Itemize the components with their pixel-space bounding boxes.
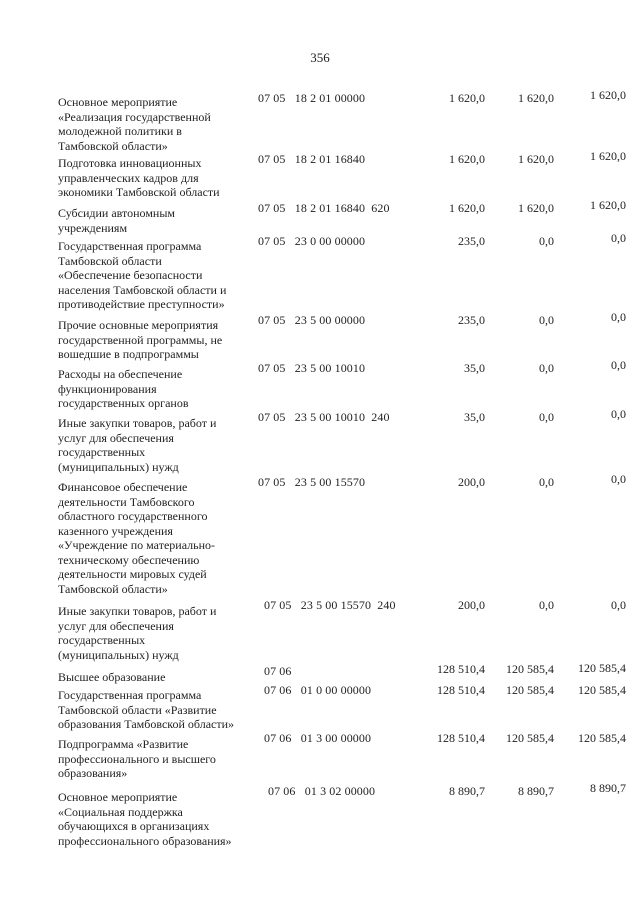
row-value-2: 0,0 xyxy=(539,361,554,375)
row-value-2: 0,0 xyxy=(539,313,554,327)
row-value-1: 1 620,0 xyxy=(449,152,485,166)
row-value-3: 0,0 xyxy=(611,310,626,324)
row-value-3: 1 620,0 xyxy=(590,88,626,102)
row-value-1: 235,0 xyxy=(458,234,485,248)
row-code: 07 05 23 5 00 15570 240 xyxy=(264,598,396,612)
row-value-3: 0,0 xyxy=(611,358,626,372)
row-name: Прочие основные мероприятия государственной программы, не вошедшие в подпрограммы xyxy=(58,318,223,361)
row-value-3: 0,0 xyxy=(611,598,626,612)
row-code: 07 05 23 5 00 10010 xyxy=(258,361,366,375)
row-value-1: 235,0 xyxy=(458,313,485,327)
row-name: Подготовка инновационных управленческих кадров для экономики Тамбовской области xyxy=(58,156,220,199)
row-code: 07 06 01 0 00 00000 xyxy=(264,683,372,697)
row-value-3: 120 585,4 xyxy=(578,731,626,745)
row-value-2: 8 890,7 xyxy=(518,784,554,798)
row-name: Иные закупки товаров, работ и услуг для обеспечения государственных (муниципальных) нужд xyxy=(58,604,217,662)
row-value-1: 200,0 xyxy=(458,598,485,612)
row-value-2: 1 620,0 xyxy=(518,91,554,105)
row-code: 07 05 23 0 00 00000 xyxy=(258,234,366,248)
row-name: Основное мероприятие «Социальная поддержка обучающихся в организациях профессионального образования» xyxy=(58,790,232,848)
row-value-2: 0,0 xyxy=(539,410,554,424)
row-name: Финансовое обеспечение деятельности Тамбовского областного государственного казенного учреждения «Учреждение по материально- техническому обеспечению деятельности мировых судей Тамбовской области» xyxy=(58,480,216,596)
row-name: Расходы на обеспечение функционирования государственных органов xyxy=(58,367,189,410)
row-value-3: 1 620,0 xyxy=(590,149,626,163)
row-code: 07 05 23 5 00 10010 240 xyxy=(258,410,390,424)
row-value-2: 0,0 xyxy=(539,598,554,612)
row-value-1: 8 890,7 xyxy=(449,784,485,798)
row-value-3: 0,0 xyxy=(611,407,626,421)
row-code: 07 05 18 2 01 16840 620 xyxy=(258,201,390,215)
row-code: 07 05 18 2 01 00000 xyxy=(258,91,366,105)
page-number: 356 xyxy=(310,50,330,65)
row-value-1: 128 510,4 xyxy=(437,683,485,697)
row-value-3: 120 585,4 xyxy=(578,661,626,675)
row-value-2: 120 585,4 xyxy=(506,683,554,697)
row-value-1: 200,0 xyxy=(458,475,485,489)
row-code: 07 06 01 3 02 00000 xyxy=(268,784,376,798)
row-value-2: 1 620,0 xyxy=(518,152,554,166)
row-value-3: 1 620,0 xyxy=(590,198,626,212)
row-value-3: 0,0 xyxy=(611,231,626,245)
row-value-1: 128 510,4 xyxy=(437,662,485,676)
row-value-1: 35,0 xyxy=(464,410,485,424)
row-value-2: 120 585,4 xyxy=(506,731,554,745)
row-value-3: 8 890,7 xyxy=(590,781,626,795)
row-value-2: 120 585,4 xyxy=(506,662,554,676)
row-value-3: 0,0 xyxy=(611,472,626,486)
row-code: 07 06 xyxy=(264,664,292,678)
row-code: 07 05 23 5 00 00000 xyxy=(258,313,366,327)
row-name: Государственная программа Тамбовской области «Развитие образования Тамбовской области» xyxy=(58,688,235,731)
row-name: Иные закупки товаров, работ и услуг для обеспечения государственных (муниципальных) нужд xyxy=(58,416,217,474)
row-code: 07 05 23 5 00 15570 xyxy=(258,475,366,489)
row-value-1: 128 510,4 xyxy=(437,731,485,745)
row-value-2: 0,0 xyxy=(539,234,554,248)
row-name: Высшее образование xyxy=(58,670,166,684)
row-code: 07 06 01 3 00 00000 xyxy=(264,731,372,745)
row-value-1: 35,0 xyxy=(464,361,485,375)
row-value-1: 1 620,0 xyxy=(449,91,485,105)
row-name: Государственная программа Тамбовской области «Обеспечение безопасности населения Тамбовской области и противодействие преступности» xyxy=(58,239,227,311)
row-value-3: 120 585,4 xyxy=(578,683,626,697)
row-code: 07 05 18 2 01 16840 xyxy=(258,152,366,166)
row-name: Основное мероприятие «Реализация государственной молодежной политики в Тамбовской области» xyxy=(58,95,211,153)
row-value-2: 1 620,0 xyxy=(518,201,554,215)
row-name: Субсидии автономным учреждениям xyxy=(58,206,175,235)
row-value-2: 0,0 xyxy=(539,475,554,489)
row-name: Подпрограмма «Развитие профессионального и высшего образования» xyxy=(58,737,216,780)
row-value-1: 1 620,0 xyxy=(449,201,485,215)
